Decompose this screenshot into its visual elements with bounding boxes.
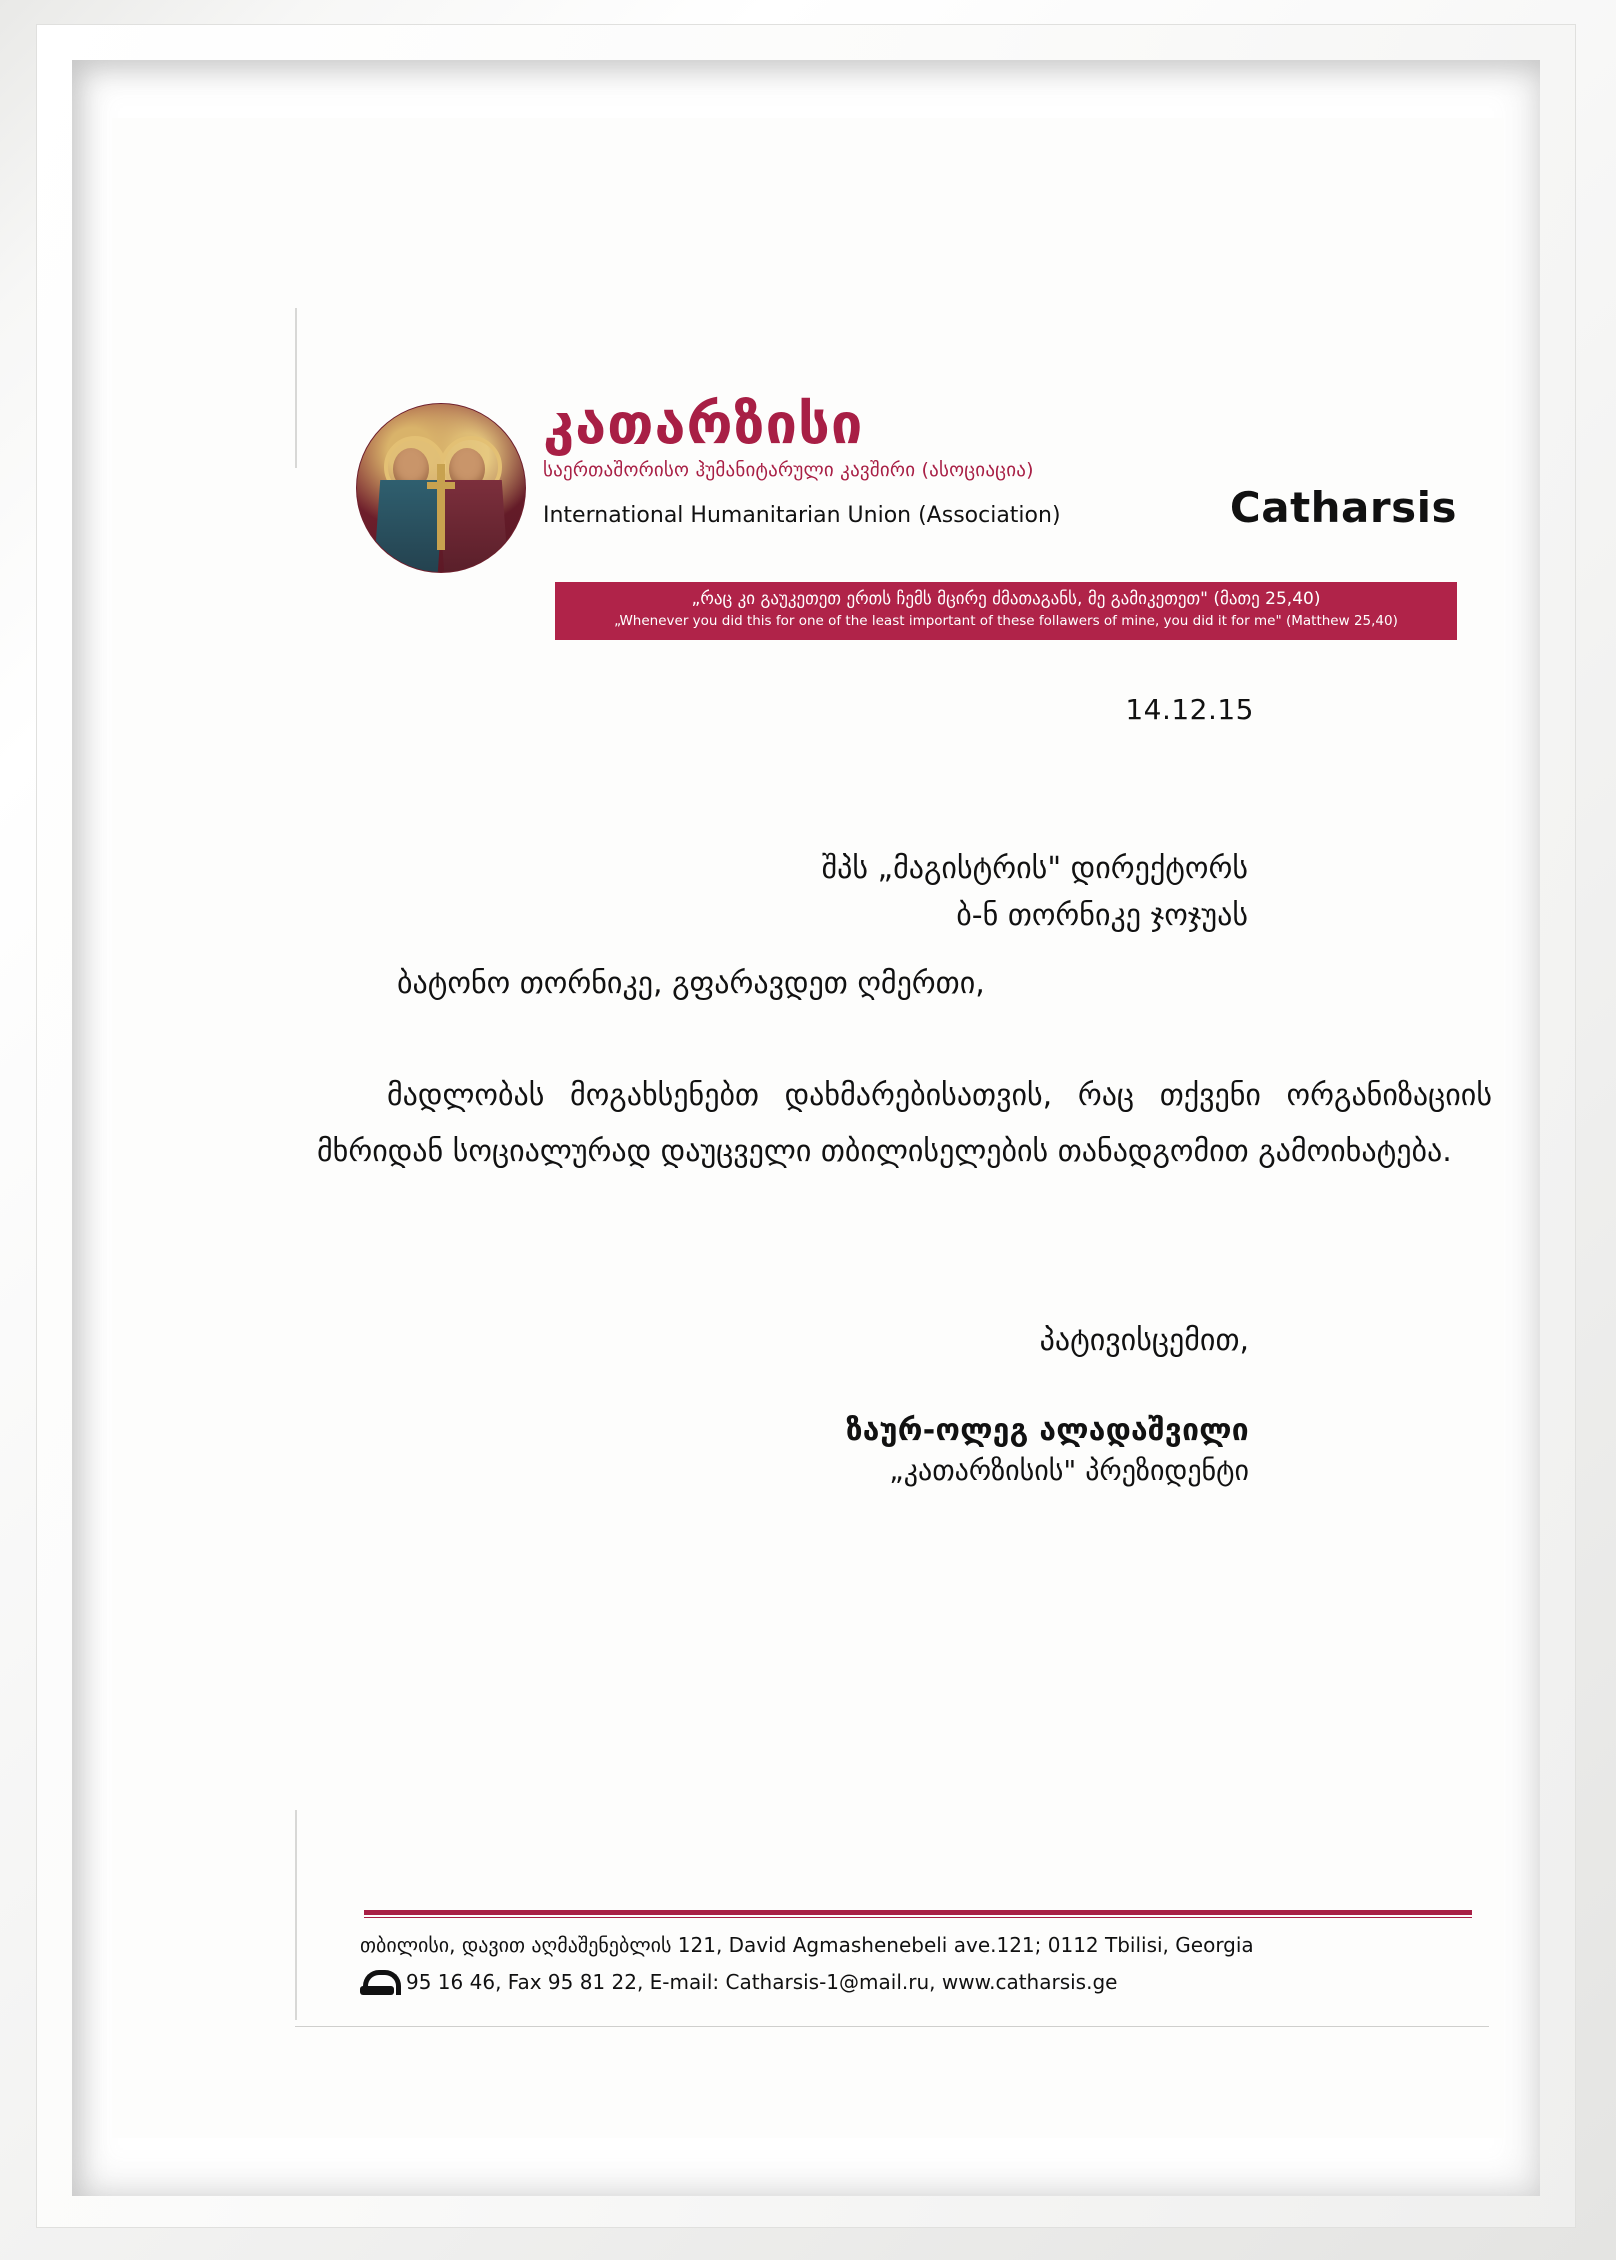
body-paragraph: მადლობას მოგახსენებთ დახმარებისათვის, რაც თქვენი ორგანიზაციის მხრიდან სოციალურად დაუცველი თბილისელების თანადგომით გამოიხატება. bbox=[317, 1078, 1492, 1169]
addressee-block bbox=[822, 846, 1248, 939]
signature-role: „კათარზისის" პრეზიდენტი bbox=[889, 1454, 1249, 1487]
letterhead bbox=[357, 386, 1457, 640]
telephone-icon bbox=[360, 1969, 394, 1995]
organization-subtitle-ka: საერთაშორისო ჰუმანიტარული კავშირი (ასოციაცია) bbox=[543, 458, 1034, 481]
verse-text-ka: „რაც კი გაუკეთეთ ერთს ჩემს მცირე ძმათაგანს, მე გამიკეთეთ" (მათე 25,40) bbox=[691, 589, 1321, 609]
closing-line: პატივისცემით, bbox=[1039, 1323, 1249, 1358]
paper-crease-top bbox=[295, 308, 297, 468]
footer-contacts-row bbox=[360, 1969, 1520, 1995]
footer-contacts: 95 16 46, Fax 95 81 22, E-mail: Catharsis-1@mail.ru, www.catharsis.ge bbox=[406, 1970, 1118, 1994]
organization-subtitle-en: International Humanitarian Union (Association) bbox=[543, 502, 1061, 528]
footer-address: თბილისი, დავით აღმაშენებლის 121, David Agmashenebeli ave.121; 0112 Tbilisi, Georgia bbox=[360, 1933, 1254, 1957]
letterhead-subtitle-row bbox=[543, 483, 1457, 532]
footer bbox=[360, 1930, 1520, 1995]
addressee-line-1: შპს „მაგისტრის" დირექტორს bbox=[821, 851, 1248, 886]
signature-block bbox=[846, 1413, 1249, 1487]
orthodox-icon-logo bbox=[357, 404, 525, 572]
scripture-verse-band bbox=[555, 582, 1457, 640]
verse-text-en: „Whenever you did this for one of the least important of these follawers of mine, you did it for me" (Matthew 25,40) bbox=[614, 613, 1398, 630]
logo-staff-icon bbox=[437, 464, 445, 550]
letterhead-row bbox=[357, 386, 1457, 572]
page-bottom-rule bbox=[295, 2026, 1489, 2027]
letter-sheet bbox=[112, 118, 1504, 2138]
letter-date: 14.12.15 bbox=[1125, 693, 1254, 726]
signature-name: ზაურ-ოლეგ ალადაშვილი bbox=[845, 1413, 1249, 1448]
logo-robe-right bbox=[438, 480, 508, 572]
paper-crease-bottom bbox=[295, 1810, 297, 2020]
addressee-line-2: ბ-ნ თორნიკე ჯოჯუას bbox=[956, 897, 1248, 933]
organization-title-ka: კათარზისი bbox=[543, 392, 864, 457]
logo-robe-left bbox=[374, 480, 444, 572]
organization-brand: Catharsis bbox=[1229, 482, 1457, 532]
greeting-line: ბატონო თორნიკე, გფარავდეთ ღმერთი, bbox=[397, 966, 985, 1001]
letterhead-text bbox=[543, 386, 1457, 532]
footer-divider bbox=[364, 1910, 1472, 1915]
